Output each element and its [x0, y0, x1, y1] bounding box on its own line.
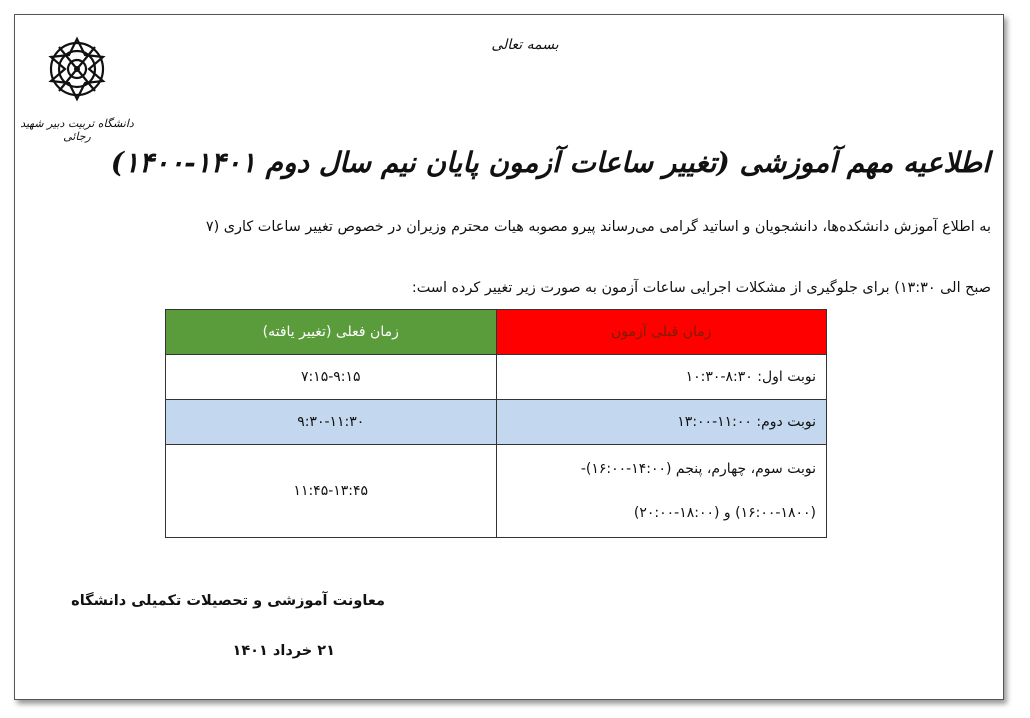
document-page [14, 14, 1004, 700]
exam-times-table [165, 309, 827, 538]
table-row [166, 445, 827, 538]
signature-date: ۲۱ خرداد ۱۴۰۱ [232, 643, 335, 659]
current-time-cell: ۷:۱۵-۹:۱۵ [166, 355, 497, 400]
university-emblem-icon [45, 33, 109, 113]
announcement-line-2: صبح الی ۱۳:۳۰) برای جلوگیری از مشکلات اجرایی ساعات آزمون به صورت زیر تغییر کرده است: [411, 280, 991, 296]
previous-time-cell: نوبت دوم: ۱۱:۰۰-۱۳:۰۰ [496, 400, 827, 445]
bismillah-heading: بسمه تعالی [491, 37, 559, 53]
previous-time-line-1: نوبت سوم، چهارم، پنجم (۱۴:۰۰-۱۶:۰۰)- [580, 461, 816, 477]
previous-time-cell: نوبت اول: ۸:۳۰-۱۰:۳۰ [496, 355, 827, 400]
previous-time-cell [496, 445, 827, 538]
current-time-cell: ۹:۳۰-۱۱:۳۰ [166, 400, 497, 445]
university-logo [19, 33, 135, 155]
table-header-row [166, 310, 827, 355]
current-time-cell: ۱۱:۴۵-۱۳:۴۵ [166, 445, 497, 538]
table-row [166, 355, 827, 400]
header-previous-time: زمان قبلی آزمون [496, 310, 827, 355]
table-row [166, 400, 827, 445]
previous-time-line-2: (۱۶:۰۰-۱۸۰۰) و (۱۸:۰۰-۲۰:۰۰) [633, 505, 816, 521]
logo-caption: دانشگاه تربیت دبیر شهید رجائی [20, 117, 134, 143]
signature-office: معاونت آموزشی و تحصیلات تکمیلی دانشگاه [71, 593, 385, 609]
header-current-time: زمان فعلی (تغییر یافته) [166, 310, 497, 355]
page-title: اطلاعیه مهم آموزشی (تغییر ساعات آزمون پایان نیم سال دوم ۱۴۰۱-۱۴۰۰) [110, 146, 990, 179]
announcement-line-1: به اطلاع آموزش دانشکده‌ها، دانشجویان و اساتید گرامی می‌رساند پیرو مصوبه هیات محترم وزیران در خصوص تغییر ساعات کاری (۷ [205, 219, 991, 235]
